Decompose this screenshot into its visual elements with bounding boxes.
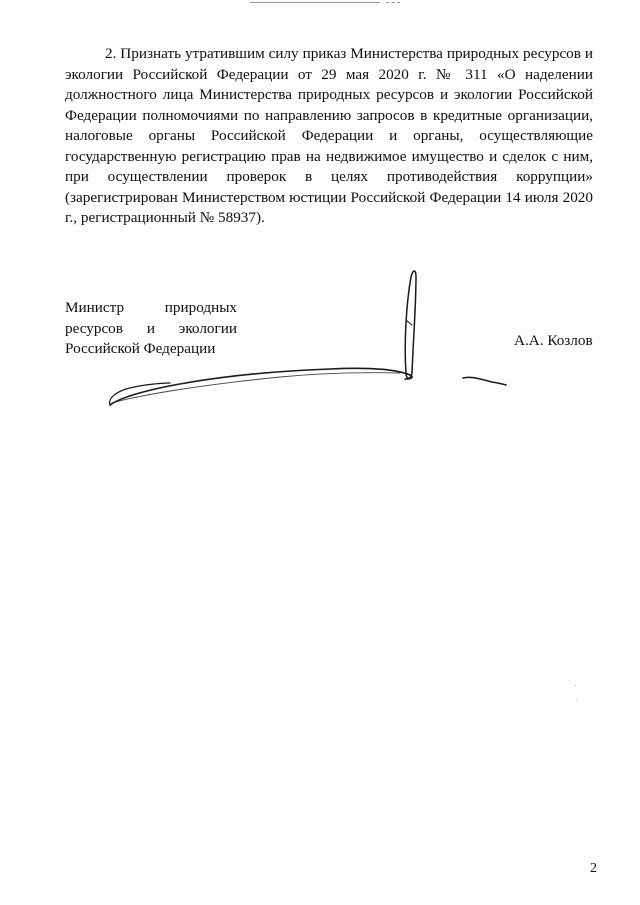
signatory-title-line-3: Российской Федерации	[65, 340, 216, 357]
signature-stroke-sweep	[110, 368, 412, 405]
signature-stroke-tick	[406, 320, 412, 325]
signer-name: А.А. Козлов	[514, 332, 593, 349]
scan-edge-dash	[386, 2, 400, 3]
order-paragraph-2: 2. Признать утратившим силу приказ Министерства природных ресурсов и экологии Российской Федерации от 29 мая 2020 г. № 311 «О наделении должностного лица Министерства природных ресурсов и экологии Российской Федерации полномочиями по направлению запросов в кредитные организации, налоговые органы Российской Федерации и органы, осуществляющие государственную регистрацию прав на недвижимое имущество и сделок с ним, при осуществлении проверок в целях противодействия коррупции» (зарегистрирован Министерством юстиции Российской Федерации 14 июля 2020 г., регистрационный № 58937).	[65, 45, 593, 226]
signatory-title-line-2: ресурсов и экологии	[65, 319, 237, 337]
signature-stroke-tail	[463, 377, 506, 385]
signature-stroke-return	[112, 373, 400, 403]
signatory-title-line-1: Министр природных	[65, 299, 237, 316]
signature-stroke-loop	[405, 271, 416, 378]
scan-speck	[576, 700, 577, 701]
signature-stroke-hook	[110, 383, 170, 405]
handwritten-signature	[100, 265, 520, 415]
scan-edge-line	[250, 2, 380, 3]
page-number: 2	[590, 861, 597, 876]
scan-speck	[575, 685, 576, 686]
